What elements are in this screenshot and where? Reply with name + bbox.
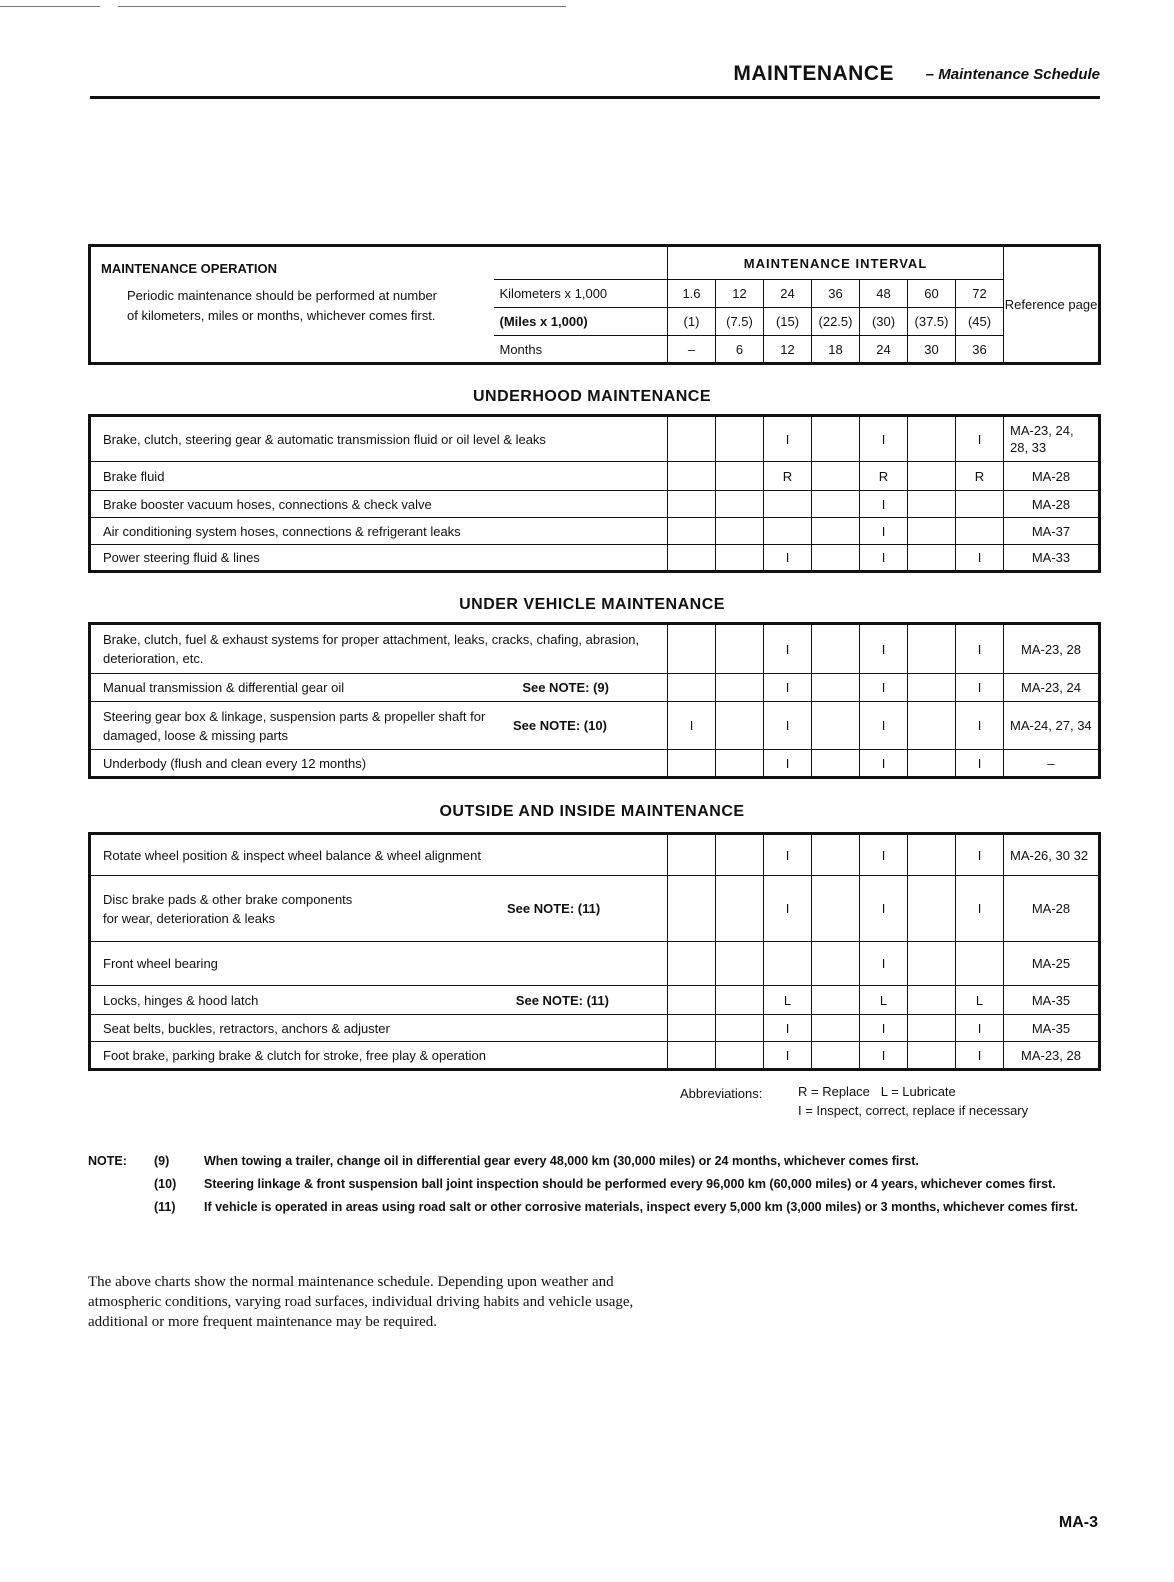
interval-cell (716, 834, 764, 876)
interval-cell (668, 518, 716, 545)
operation: Brake, clutch, steering gear & automatic transmission fluid or oil level & leaks (90, 416, 668, 462)
note-item (88, 1175, 1088, 1194)
interval-cell (956, 942, 1004, 986)
km-value: 36 (812, 280, 860, 308)
km-value: 72 (956, 280, 1004, 308)
operation-heading: MAINTENANCE OPERATION (101, 261, 277, 276)
operation: Air conditioning system hoses, connections & refrigerant leaks (90, 518, 668, 545)
unit-label-miles: (Miles x 1,000) (494, 308, 668, 336)
interval-cell: I (956, 1042, 1004, 1070)
table-row (90, 462, 1100, 491)
interval-cell (812, 876, 860, 942)
miles-value: (37.5) (908, 308, 956, 336)
interval-cell: I (860, 1042, 908, 1070)
interval-cell (908, 674, 956, 702)
months-value: 36 (956, 336, 1004, 364)
interval-cell (668, 834, 716, 876)
top-rule-left (0, 6, 100, 7)
interval-cell (812, 942, 860, 986)
reference-page: MA-35 (1004, 1015, 1100, 1042)
interval-cell (812, 624, 860, 674)
operation: Seat belts, buckles, retractors, anchors & adjuster (90, 1015, 668, 1042)
interval-cell: I (956, 876, 1004, 942)
interval-cell: I (956, 750, 1004, 778)
interval-cell: I (860, 674, 908, 702)
interval-cell (668, 1042, 716, 1070)
table-row (90, 416, 1100, 462)
interval-cell: R (956, 462, 1004, 491)
interval-cell: I (764, 545, 812, 572)
interval-cell: I (764, 416, 812, 462)
table-row (90, 1015, 1100, 1042)
operation: Brake, clutch, fuel & exhaust systems for proper attachment, leaks, cracks, chafing, abrasion, deterioration, etc. (90, 624, 668, 674)
interval-cell (908, 942, 956, 986)
miles-value: (15) (764, 308, 812, 336)
interval-cell (716, 674, 764, 702)
operation-description: Periodic maintenance should be performed at number of kilometers, miles or months, whichever comes first. (127, 288, 438, 323)
interval-cell: I (860, 545, 908, 572)
interval-cell: I (956, 834, 1004, 876)
miles-value: (45) (956, 308, 1004, 336)
operation-cell (90, 876, 668, 942)
reference-page: – (1004, 750, 1100, 778)
table-row (90, 1042, 1100, 1070)
interval-cell (812, 518, 860, 545)
reference-page: MA-23, 28 (1004, 1042, 1100, 1070)
abbreviations-line-1: R = Replace L = Lubricate (798, 1084, 956, 1099)
note-number: (9) (154, 1154, 170, 1168)
notes-block (88, 1152, 1088, 1221)
reference-page: MA-35 (1004, 986, 1100, 1015)
note-text: When towing a trailer, change oil in differential gear every 48,000 km (30,000 miles) or 24 months, whichever comes first. (204, 1154, 919, 1168)
interval-cell: L (956, 986, 1004, 1015)
note-number: (11) (154, 1200, 176, 1214)
reference-page: MA-25 (1004, 942, 1100, 986)
interval-cell (716, 1042, 764, 1070)
operation-heading-cell (90, 246, 494, 364)
interval-cell (668, 545, 716, 572)
reference-heading: Reference page (1004, 246, 1100, 364)
note-ref: See NOTE: (11) (507, 901, 601, 916)
interval-cell: I (956, 624, 1004, 674)
note-ref: See NOTE: (11) (515, 992, 609, 1008)
interval-cell: I (860, 876, 908, 942)
interval-cell: I (860, 416, 908, 462)
interval-cell (812, 1015, 860, 1042)
interval-cell (908, 986, 956, 1015)
operation-cell (90, 702, 668, 750)
section-title-underhood: UNDERHOOD MAINTENANCE (472, 388, 712, 405)
interval-cell (668, 491, 716, 518)
interval-cell (716, 942, 764, 986)
schedule-remark: The above charts show the normal maintenance schedule. Depending upon weather and atmospheric conditions, varying road surfaces, individual driving habits and vehicle usage, additional or more frequent maintenance may be required. (88, 1274, 634, 1330)
interval-cell (668, 462, 716, 491)
note-number: (10) (154, 1177, 177, 1191)
km-value: 1.6 (668, 280, 716, 308)
reference-page: MA-23, 28 (1004, 624, 1100, 674)
interval-cell: I (956, 545, 1004, 572)
interval-cell (908, 1042, 956, 1070)
interval-cell (812, 702, 860, 750)
interval-cell: R (860, 462, 908, 491)
operation: Disc brake pads & other brake components for wear, deterioration & leaks (103, 891, 353, 926)
interval-cell: I (860, 624, 908, 674)
interval-cell (908, 416, 956, 462)
interval-cell (908, 834, 956, 876)
page-number: MA-3 (1058, 1514, 1098, 1531)
note-text: If vehicle is operated in areas using road salt or other corrosive materials, inspect every 5,000 km (3,000 miles) or 3 months, whichever comes first. (204, 1200, 1078, 1214)
note-ref: See NOTE: (10) (513, 718, 607, 733)
interval-cell: L (860, 986, 908, 1015)
km-value: 24 (764, 280, 812, 308)
km-value: 48 (860, 280, 908, 308)
table-row (90, 986, 1100, 1015)
miles-value: (22.5) (812, 308, 860, 336)
operation: Rotate wheel position & inspect wheel balance & wheel alignment (90, 834, 668, 876)
interval-cell (956, 491, 1004, 518)
interval-cell (812, 545, 860, 572)
interval-cell (716, 462, 764, 491)
interval-cell: I (764, 674, 812, 702)
operation: Power steering fluid & lines (90, 545, 668, 572)
section-title-outside-inside: OUTSIDE AND INSIDE MAINTENANCE (439, 803, 745, 820)
interval-cell: I (764, 1015, 812, 1042)
interval-cell: I (860, 750, 908, 778)
interval-cell (908, 1015, 956, 1042)
interval-cell (764, 942, 812, 986)
interval-cell: R (764, 462, 812, 491)
reference-page: MA-37 (1004, 518, 1100, 545)
interval-cell (668, 624, 716, 674)
months-value: 24 (860, 336, 908, 364)
interval-cell (764, 491, 812, 518)
header-title: MAINTENANCE (733, 62, 894, 85)
table-row (90, 624, 1100, 674)
interval-cell: I (956, 674, 1004, 702)
interval-cell (812, 674, 860, 702)
interval-cell: I (764, 750, 812, 778)
interval-cell (716, 1015, 764, 1042)
interval-cell (716, 750, 764, 778)
interval-cell (908, 518, 956, 545)
operation: Steering gear box & linkage, suspension parts & propeller shaft for damaged, loose & missing parts (103, 708, 486, 743)
note-item (88, 1152, 1088, 1171)
months-value: 18 (812, 336, 860, 364)
interval-cell (716, 545, 764, 572)
operation: Underbody (flush and clean every 12 months) (90, 750, 668, 778)
operation: Foot brake, parking brake & clutch for stroke, free play & operation (90, 1042, 668, 1070)
months-value: 12 (764, 336, 812, 364)
interval-header-table (88, 244, 1101, 365)
interval-cell: I (764, 834, 812, 876)
interval-cell (764, 518, 812, 545)
interval-cell: I (956, 416, 1004, 462)
reference-page: MA-24, 27, 34 (1004, 702, 1100, 750)
reference-page: MA-28 (1004, 876, 1100, 942)
interval-cell: I (860, 834, 908, 876)
interval-cell (668, 1015, 716, 1042)
interval-heading: MAINTENANCE INTERVAL (668, 246, 1004, 280)
interval-cell (668, 750, 716, 778)
table-row (90, 491, 1100, 518)
interval-cell: I (764, 624, 812, 674)
operation: Brake fluid (90, 462, 668, 491)
interval-cell: I (860, 702, 908, 750)
interval-cell (956, 518, 1004, 545)
reference-page: MA-28 (1004, 491, 1100, 518)
reference-page: MA-33 (1004, 545, 1100, 572)
underhood-table (88, 414, 1101, 573)
note-ref: See NOTE: (9) (522, 680, 609, 695)
operation-cell (90, 986, 668, 1015)
interval-cell (908, 750, 956, 778)
operation: Front wheel bearing (90, 942, 668, 986)
interval-cell (812, 416, 860, 462)
interval-cell (908, 876, 956, 942)
interval-cell (716, 518, 764, 545)
outside-inside-table (88, 832, 1101, 1071)
km-value: 60 (908, 280, 956, 308)
table-row (90, 750, 1100, 778)
interval-cell (908, 491, 956, 518)
interval-cell (812, 491, 860, 518)
reference-page: MA-28 (1004, 462, 1100, 491)
top-rule-right (118, 6, 566, 7)
section-title-under-vehicle: UNDER VEHICLE MAINTENANCE (459, 596, 725, 613)
notes-label: NOTE: (88, 1154, 127, 1168)
interval-cell (812, 834, 860, 876)
interval-cell (908, 545, 956, 572)
table-row (90, 702, 1100, 750)
abbreviations-label: Abbreviations: (680, 1086, 763, 1101)
months-value: – (668, 336, 716, 364)
operation: Manual transmission & differential gear oil (103, 680, 345, 695)
abbreviations-line-2: I = Inspect, correct, replace if necessary (798, 1103, 1029, 1118)
note-item (88, 1198, 1088, 1217)
reference-page: MA-23, 24 (1004, 674, 1100, 702)
miles-value: (7.5) (716, 308, 764, 336)
interval-cell (716, 876, 764, 942)
interval-cell (812, 1042, 860, 1070)
interval-cell (716, 624, 764, 674)
interval-cell (668, 416, 716, 462)
table-row (90, 876, 1100, 942)
interval-cell (812, 986, 860, 1015)
operation-cell (90, 674, 668, 702)
reference-page: MA-23, 24, 28, 33 (1004, 416, 1100, 462)
interval-cell: I (668, 702, 716, 750)
interval-cell (716, 416, 764, 462)
interval-cell (668, 942, 716, 986)
table-row (90, 942, 1100, 986)
months-value: 30 (908, 336, 956, 364)
interval-cell: I (956, 702, 1004, 750)
interval-cell (908, 624, 956, 674)
interval-cell: I (764, 702, 812, 750)
interval-cell: I (956, 1015, 1004, 1042)
miles-value: (1) (668, 308, 716, 336)
table-row (90, 518, 1100, 545)
km-value: 12 (716, 280, 764, 308)
header-subtitle: – Maintenance Schedule (925, 66, 1100, 83)
interval-cell (812, 750, 860, 778)
interval-cell (716, 702, 764, 750)
interval-cell: I (860, 1015, 908, 1042)
table-row (90, 674, 1100, 702)
interval-cell (908, 702, 956, 750)
unit-label-months: Months (494, 336, 668, 364)
operation: Brake booster vacuum hoses, connections & check valve (90, 491, 668, 518)
reference-page: MA-26, 30 32 (1004, 834, 1100, 876)
interval-cell (812, 462, 860, 491)
interval-cell: L (764, 986, 812, 1015)
months-value: 6 (716, 336, 764, 364)
interval-cell: I (764, 1042, 812, 1070)
interval-cell (668, 674, 716, 702)
table-row (90, 834, 1100, 876)
operation: Locks, hinges & hood latch (103, 992, 259, 1008)
interval-cell: I (860, 491, 908, 518)
interval-cell (716, 986, 764, 1015)
interval-cell: I (860, 942, 908, 986)
page-header (90, 60, 1100, 99)
table-row (90, 545, 1100, 572)
unit-label-km: Kilometers x 1,000 (494, 280, 668, 308)
interval-cell: I (860, 518, 908, 545)
miles-value: (30) (860, 308, 908, 336)
interval-cell: I (764, 876, 812, 942)
interval-cell (668, 986, 716, 1015)
under-vehicle-table (88, 622, 1101, 779)
note-text: Steering linkage & front suspension ball joint inspection should be performed every 96,000 km (60,000 miles) or 4 years, whichever comes first. (204, 1177, 1056, 1191)
interval-cell (668, 876, 716, 942)
interval-cell (716, 491, 764, 518)
interval-cell (908, 462, 956, 491)
